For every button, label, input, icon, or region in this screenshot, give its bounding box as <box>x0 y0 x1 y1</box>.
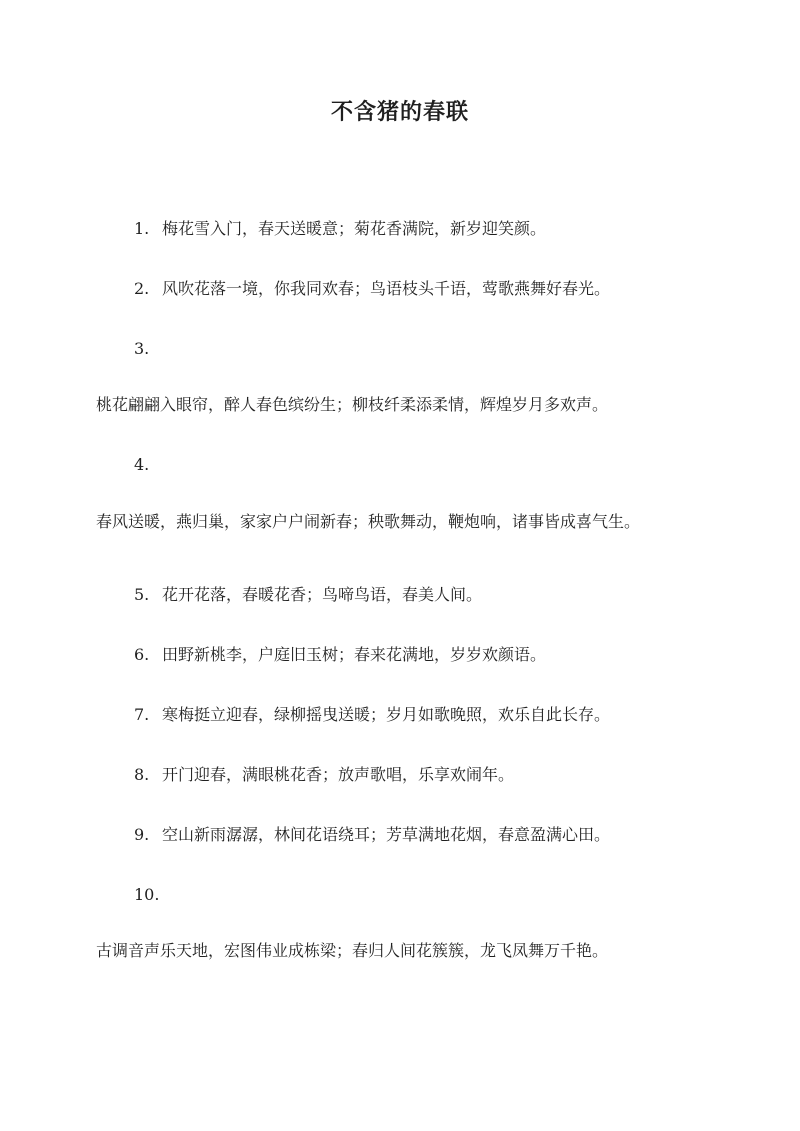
item-number: 7. <box>134 705 150 724</box>
item-text: 桃花翩翩入眼帘，醉人春色缤纷生；柳枝纤柔添柔情，辉煌岁月多欢声。 <box>96 395 609 414</box>
item-number: 6. <box>134 645 150 664</box>
item-text: 开门迎春，满眼桃花香；放声歌唱，乐享欢闹年。 <box>162 765 515 784</box>
item-text: 风吹花落一境，你我同欢春；鸟语枝头千语，莺歌燕舞好春光。 <box>162 279 611 298</box>
item-text: 古调音声乐天地，宏图伟业成栋梁；春归人间花簇簇，龙飞凤舞万千艳。 <box>96 941 609 960</box>
item-number: 8. <box>134 765 150 784</box>
list-item <box>96 760 716 790</box>
couplet-list <box>96 214 716 996</box>
list-item <box>96 880 716 966</box>
item-text: 花开花落，春暖花香；鸟啼鸟语，春美人间。 <box>162 585 483 604</box>
list-item <box>96 334 716 420</box>
item-text: 春风送暖，燕归巢，家家户户闹新春；秧歌舞动，鞭炮响，诸事皆成喜气生。 <box>96 512 641 531</box>
item-text: 梅花雪入门，春天送暖意；菊花香满院，新岁迎笑颜。 <box>162 219 547 238</box>
document-title: 不含猪的春联 <box>330 99 469 125</box>
list-item <box>96 820 716 850</box>
item-text: 田野新桃李，户庭旧玉树；春来花满地，岁岁欢颜语。 <box>162 645 547 664</box>
item-number: 2. <box>134 279 150 298</box>
list-item <box>96 274 716 304</box>
item-text: 寒梅挺立迎春，绿柳摇曳送暖；岁月如歌晚照，欢乐自此长存。 <box>162 705 611 724</box>
item-text: 空山新雨潺潺，林间花语绕耳；芳草满地花烟，春意盈满心田。 <box>162 825 611 844</box>
item-number: 9. <box>134 825 150 844</box>
list-item <box>96 214 716 244</box>
list-item <box>96 580 716 610</box>
item-number: 5. <box>134 585 150 604</box>
item-number: 4. <box>134 455 150 474</box>
item-number: 1. <box>134 219 150 238</box>
item-number: 10. <box>134 885 160 904</box>
item-number: 3. <box>134 339 150 358</box>
list-item <box>96 450 716 550</box>
list-item <box>96 700 716 730</box>
list-item <box>96 640 716 670</box>
